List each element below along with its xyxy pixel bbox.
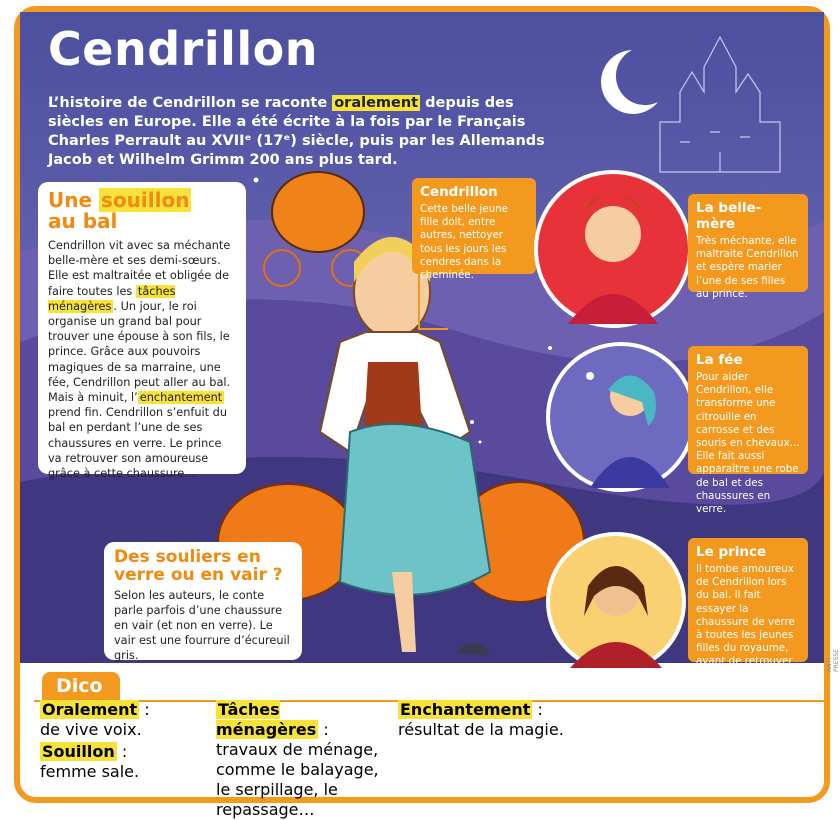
prince-portrait	[546, 532, 686, 672]
credit-text: ANTI PRESSE	[826, 649, 840, 672]
intro-paragraph: L’histoire de Cendrillon se raconte oralement depuis des siècles en Europe. Elle a été écrite à la fois par le Français Charles Perrault au XVIIᵉ (17ᵉ) siècle, puis par les Allemands Jacob et Wilhelm Grimm 200 ans plus tard.	[48, 95, 545, 168]
poster-frame	[14, 6, 840, 819]
cendrillon-box	[412, 178, 536, 282]
prince-box-text: Il tombe amoureux de Cendrillon lors du bal. Il fait essayer la chaussure de verre à toutes les jeunes filles du royaume, avant de retrouver Cendrillon.	[696, 563, 795, 681]
prince-box-title: Le prince	[696, 544, 767, 560]
dico-def: résultat de la magie.	[398, 720, 564, 739]
souillon-text: Cendrillon vit avec sa méchante belle-mère et ses demi-sœurs. Elle est maltraitée et obligée de faire toutes les tâches ménagères . Un jour, le roi organise un grand bal pour trouver une épouse à son fils, le prince. Grâce aux pouvoirs magiques de sa marraine, une fée, Cendrillon peut aller au bal. Mais à minuit, l’ enchantement prend fin. Cendrillon s’enfuit du bal en perdant l’une de ses chaussures en verre. Le prince va retrouver son amoureuse grâce à cette chaussure…	[48, 239, 231, 481]
cendrillon-pointer	[418, 274, 448, 330]
dico-def: de vive voix.	[40, 720, 142, 739]
cendrillon-box-title: Cendrillon	[420, 184, 498, 200]
page-title: Cendrillon	[48, 22, 318, 76]
fee-box	[688, 346, 808, 516]
fee-box-title: La fée	[696, 352, 743, 368]
dico-term: Enchantement :	[400, 700, 543, 719]
dico-entry-taches	[216, 700, 386, 820]
fee-portrait	[546, 342, 696, 492]
dico-term: Oralement :	[42, 700, 150, 719]
dico-term: Souillon :	[42, 742, 128, 761]
dico-def: travaux de ménage, comme le balayage, le serpillage, le repassage…	[216, 740, 379, 819]
cendrillon-box-text: Cette belle jeune fille doit, entre autres, nettoyer tous les jours les cendres dans la cheminée.	[420, 203, 508, 282]
dico-entry-oralement	[40, 700, 150, 740]
prince-box	[688, 538, 808, 681]
bellemere-box	[688, 194, 808, 300]
bellemere-box-text: Très méchante, elle maltraite Cendrillon et espère marier l’une de ses filles au prince.	[696, 235, 799, 300]
dico-entry-souillon	[40, 742, 139, 782]
souillon-title: Une souillon au bal	[48, 188, 190, 233]
bellemere-portrait	[534, 170, 692, 328]
dico-tab: Dico	[42, 672, 120, 704]
souliers-title: Des souliers en verre ou en vair ?	[114, 547, 283, 585]
souliers-text: Selon les auteurs, le conte parle parfois d’une chaussure en vair (et non en verre). Le vair est une fourrure d’écureuil gris.	[114, 589, 290, 662]
dico-entry-enchantement	[398, 700, 564, 740]
souliers-panel	[104, 542, 302, 660]
fee-box-text: Pour aider Cendrillon, elle transforme une citrouille en carrosse et des souris en chevaux… Elle fait aussi apparaître une robe de bal et des chaussures en verre.	[696, 371, 800, 516]
bellemere-box-title: La belle-mère	[696, 200, 762, 232]
dico-def: femme sale.	[40, 762, 140, 781]
souillon-panel	[38, 182, 246, 481]
dico-term: Tâches ménagères :	[216, 700, 329, 739]
